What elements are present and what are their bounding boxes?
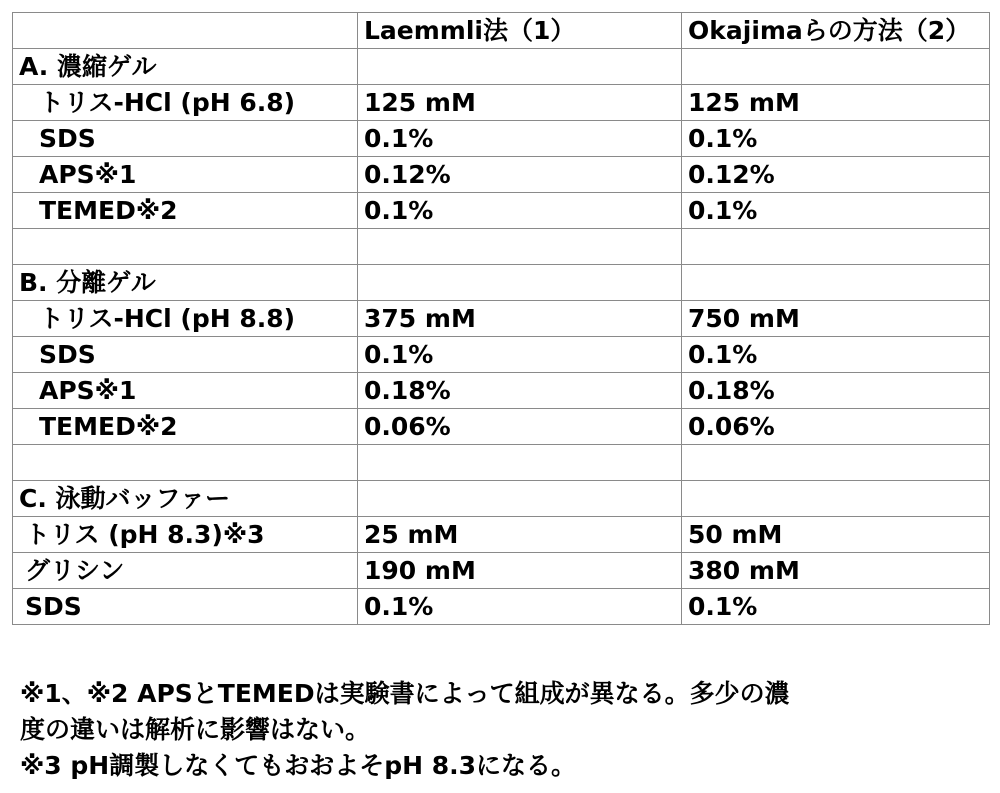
row-label-cell: SDS	[13, 589, 358, 625]
table-row	[13, 373, 990, 409]
row-label-cell: トリス-HCl (pH 6.8)	[13, 85, 358, 121]
laemmli-value-cell: 0.1%	[358, 589, 682, 625]
table-row	[13, 481, 990, 517]
okajima-value-cell: 0.1%	[682, 589, 990, 625]
row-label-cell: トリス (pH 8.3)※3	[13, 517, 358, 553]
row-label-cell: TEMED※2	[13, 409, 358, 445]
okajima-value-cell	[682, 265, 990, 301]
okajima-value-cell: 0.18%	[682, 373, 990, 409]
table-row	[13, 85, 990, 121]
table-row	[13, 409, 990, 445]
footnote-line-1: ※1、※2 APSとTEMEDは実験書によって組成が異なる。多少の濃	[20, 679, 790, 708]
table-row	[13, 445, 990, 481]
header-cell-laemmli: Laemmli法（1）	[358, 13, 682, 49]
table-header-row	[13, 13, 990, 49]
okajima-value-cell	[682, 49, 990, 85]
row-label-cell: APS※1	[13, 373, 358, 409]
table-row	[13, 229, 990, 265]
laemmli-value-cell	[358, 265, 682, 301]
okajima-value-cell: 750 mM	[682, 301, 990, 337]
table-row	[13, 49, 990, 85]
footnote-line-3: ※3 pH調製しなくてもおおよそpH 8.3になる。	[20, 751, 577, 780]
okajima-value-cell: 0.12%	[682, 157, 990, 193]
table-row	[13, 121, 990, 157]
reagent-table	[12, 12, 990, 625]
laemmli-value-cell: 25 mM	[358, 517, 682, 553]
okajima-value-cell	[682, 445, 990, 481]
laemmli-value-cell: 0.1%	[358, 337, 682, 373]
okajima-value-cell: 0.06%	[682, 409, 990, 445]
table-row	[13, 517, 990, 553]
table-row	[13, 301, 990, 337]
row-label-cell: TEMED※2	[13, 193, 358, 229]
laemmli-value-cell: 125 mM	[358, 85, 682, 121]
row-label-cell: トリス-HCl (pH 8.8)	[13, 301, 358, 337]
laemmli-value-cell: 0.12%	[358, 157, 682, 193]
footnotes	[20, 676, 980, 784]
laemmli-value-cell	[358, 229, 682, 265]
row-label-cell: グリシン	[13, 553, 358, 589]
laemmli-value-cell	[358, 481, 682, 517]
table-body	[13, 13, 990, 625]
table-row	[13, 265, 990, 301]
table-row	[13, 337, 990, 373]
row-label-cell	[13, 445, 358, 481]
row-label-cell: SDS	[13, 121, 358, 157]
okajima-value-cell: 0.1%	[682, 121, 990, 157]
laemmli-value-cell	[358, 445, 682, 481]
laemmli-value-cell: 0.1%	[358, 193, 682, 229]
row-label-cell: B. 分離ゲル	[13, 265, 358, 301]
okajima-value-cell: 380 mM	[682, 553, 990, 589]
okajima-value-cell: 0.1%	[682, 193, 990, 229]
table-row	[13, 193, 990, 229]
laemmli-value-cell: 0.1%	[358, 121, 682, 157]
row-label-cell: APS※1	[13, 157, 358, 193]
okajima-value-cell	[682, 481, 990, 517]
table-row	[13, 553, 990, 589]
header-cell-blank	[13, 13, 358, 49]
table-row	[13, 157, 990, 193]
laemmli-value-cell: 0.18%	[358, 373, 682, 409]
okajima-value-cell: 0.1%	[682, 337, 990, 373]
footnote-line-2: 度の違いは解析に影響はない。	[20, 715, 371, 744]
okajima-value-cell	[682, 229, 990, 265]
okajima-value-cell: 50 mM	[682, 517, 990, 553]
row-label-cell	[13, 229, 358, 265]
laemmli-value-cell: 375 mM	[358, 301, 682, 337]
okajima-value-cell: 125 mM	[682, 85, 990, 121]
row-label-cell: C. 泳動バッファー	[13, 481, 358, 517]
laemmli-value-cell: 0.06%	[358, 409, 682, 445]
laemmli-value-cell	[358, 49, 682, 85]
row-label-cell: SDS	[13, 337, 358, 373]
table-row	[13, 589, 990, 625]
laemmli-value-cell: 190 mM	[358, 553, 682, 589]
header-cell-okajima: Okajimaらの方法（2）	[682, 13, 990, 49]
row-label-cell: A. 濃縮ゲル	[13, 49, 358, 85]
